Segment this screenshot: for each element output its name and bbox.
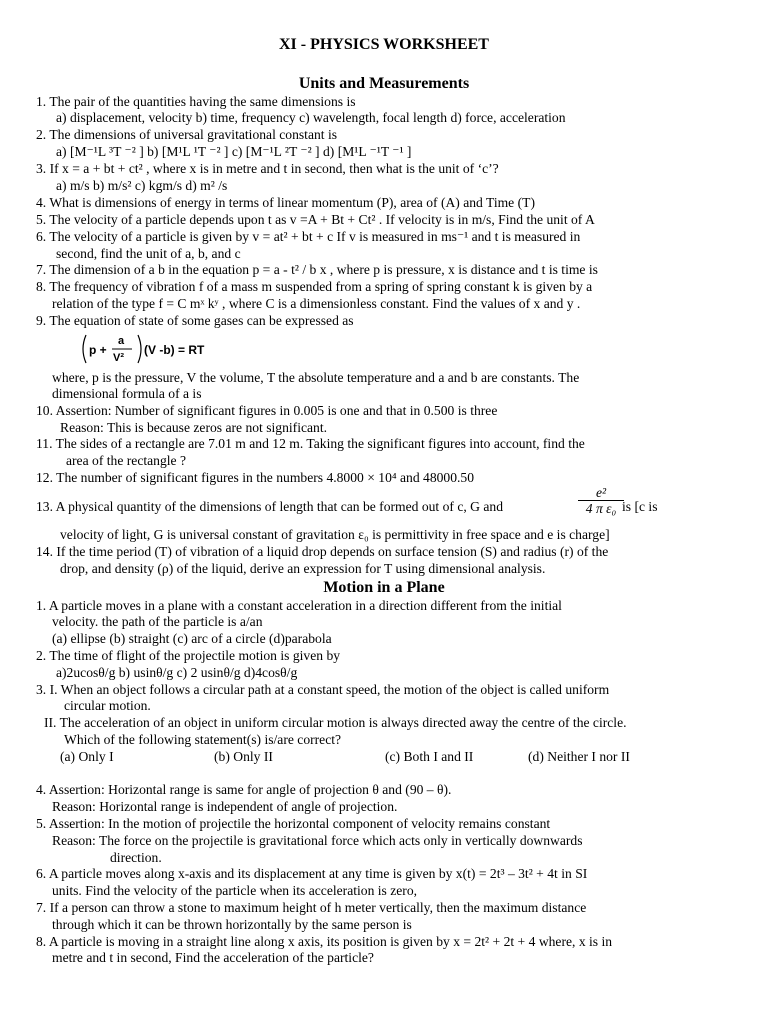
motion-question-3-prompt: Which of the following statement(s) is/are correct? — [64, 732, 342, 747]
motion-question-6: 6. A particle moves along x-axis and its displacement at any time is given by x(t) = 2t³ – 3t² + 4t in SI — [36, 866, 588, 881]
motion-question-3-cont: circular motion. — [64, 698, 151, 713]
question-11: 11. The sides of a rectangle are 7.01 m and 12 m. Taking the significant figures into account, find the — [36, 436, 585, 451]
question-14: 14. If the time period (T) of vibration of a liquid drop depends on surface tension (S) and radius (r) of the — [36, 544, 609, 559]
question-2: 2. The dimensions of universal gravitational constant is — [36, 127, 338, 142]
motion-question-8: 8. A particle is moving in a straight line along x axis, its position is given by x = 2t² + 2t + 4 where, x is in — [36, 934, 613, 949]
worksheet-title: XI - PHYSICS WORKSHEET — [279, 36, 489, 53]
question-13-cont: velocity of light, G is universal constant of gravitation ε₀ is permittivity in free space and e is charge] — [60, 527, 610, 542]
motion-question-6-cont: units. Find the velocity of the particle when its acceleration is zero, — [52, 883, 418, 898]
question-9: 9. The equation of state of some gases can be expressed as — [36, 313, 354, 328]
question-6: 6. The velocity of a particle is given by v = at² + bt + c If v is measured in ms⁻¹ and t is measured in — [36, 229, 581, 244]
motion-question-3-statement-2: II. The acceleration of an object in uniform circular motion is always directed away the centre of the circle. — [44, 715, 627, 730]
question-8-cont: relation of the type f = C mˣ kʸ , where C is a dimensionless constant. Find the values of x and y . — [52, 296, 581, 311]
van-der-waals-formula — [80, 332, 220, 366]
question-10: 10. Assertion: Number of significant figures in 0.005 is one and that in 0.500 is three — [36, 403, 498, 418]
question-12: 12. The number of significant figures in the numbers 4.8000 × 10⁴ and 48000.50 — [36, 470, 475, 485]
question-13: 13. A physical quantity of the dimensions of length that can be formed out of c, G and — [36, 499, 503, 514]
question-6-cont: second, find the unit of a, b, and c — [56, 246, 241, 261]
fraction-numerator: e² — [595, 485, 607, 500]
motion-question-5: 5. Assertion: In the motion of projectile the horizontal component of velocity remains constant — [36, 816, 551, 831]
question-11-cont: area of the rectangle ? — [66, 453, 186, 468]
motion-question-5-cont: direction. — [110, 850, 162, 865]
motion-question-1: 1. A particle moves in a plane with a constant acceleration in a direction different from the initial — [36, 598, 562, 613]
motion-question-2: 2. The time of flight of the projectile motion is given by — [36, 648, 341, 663]
question-1: 1. The pair of the quantities having the same dimensions is — [36, 94, 356, 109]
motion-question-3-option-c: (c) Both I and II — [385, 749, 474, 764]
fraction-e-squared — [578, 485, 624, 517]
question-7: 7. The dimension of a b in the equation p = a - t² / b x , where p is pressure, x is distance and t is time is — [36, 262, 598, 277]
motion-question-3-option-b: (b) Only II — [214, 749, 273, 764]
motion-question-3-option-d: (d) Neither I nor II — [528, 749, 630, 764]
formula-v-term: V² — [113, 352, 124, 364]
question-4: 4. What is dimensions of energy in terms of linear momentum (P), area of (A) and Time (T) — [36, 195, 535, 210]
fraction-denominator: 4 π ε₀ — [578, 500, 624, 517]
motion-question-1-options: (a) ellipse (b) straight (c) arc of a circle (d)parabola — [52, 631, 332, 646]
section-heading-units: Units and Measurements — [298, 75, 470, 92]
question-13-end: is [c is — [622, 499, 658, 514]
motion-question-7-cont: through which it can be thrown horizontally by the same person is — [52, 917, 412, 932]
motion-question-4-reason: Reason: Horizontal range is independent of angle of projection. — [52, 799, 398, 814]
motion-question-2-options: a)2ucosθ/g b) usinθ/g c) 2 usinθ/g d)4cosθ/g — [56, 665, 298, 680]
formula-rest: (V -b) = RT — [144, 343, 205, 357]
formula-a-term: a — [118, 335, 125, 347]
motion-question-5-reason: Reason: The force on the projectile is gravitational force which acts only in vertically downwards — [52, 833, 583, 848]
section-heading-motion: Motion in a Plane — [323, 579, 445, 596]
question-1-options: a) displacement, velocity b) time, frequency c) wavelength, focal length d) force, acceleration — [56, 110, 566, 125]
motion-question-8-cont: metre and t in second, Find the acceleration of the particle? — [52, 950, 374, 965]
question-5: 5. The velocity of a particle depends upon t as v =A + Bt + Ct² . If velocity is in m/s, Find the unit of A — [36, 212, 595, 227]
motion-question-1-cont: velocity. the path of the particle is a/an — [52, 614, 263, 629]
question-8: 8. The frequency of vibration f of a mass m suspended from a spring of spring constant k is given by a — [36, 279, 593, 294]
question-2-options: a) [M⁻¹L ³T ⁻² ] b) [M¹L ¹T ⁻² ] c) [M⁻¹L ²T ⁻² ] d) [M¹L ⁻¹T ⁻¹ ] — [56, 144, 412, 159]
question-3-options: a) m/s b) m/s² c) kgm/s d) m² /s — [56, 178, 228, 193]
question-3: 3. If x = a + bt + ct² , where x is in metre and t in second, then what is the unit of ‘c’? — [36, 161, 499, 176]
motion-question-7: 7. If a person can throw a stone to maximum height of h meter vertically, then the maximum distance — [36, 900, 587, 915]
question-10-reason: Reason: This is because zeros are not significant. — [60, 420, 328, 435]
motion-question-3-option-a: (a) Only I — [60, 749, 114, 764]
question-14-cont: drop, and density (ρ) of the liquid, derive an expression for T using dimensional analysis. — [60, 561, 546, 576]
motion-question-4: 4. Assertion: Horizontal range is same for angle of projection θ and (90 – θ). — [36, 782, 452, 797]
question-9-cont2: dimensional formula of a is — [52, 386, 202, 401]
motion-question-3: 3. I. When an object follows a circular path at a constant speed, the motion of the object is called uniform — [36, 682, 610, 697]
question-9-cont: where, p is the pressure, V the volume, T the absolute temperature and a and b are constants. The — [52, 370, 580, 385]
formula-p-term: p + — [89, 343, 107, 357]
